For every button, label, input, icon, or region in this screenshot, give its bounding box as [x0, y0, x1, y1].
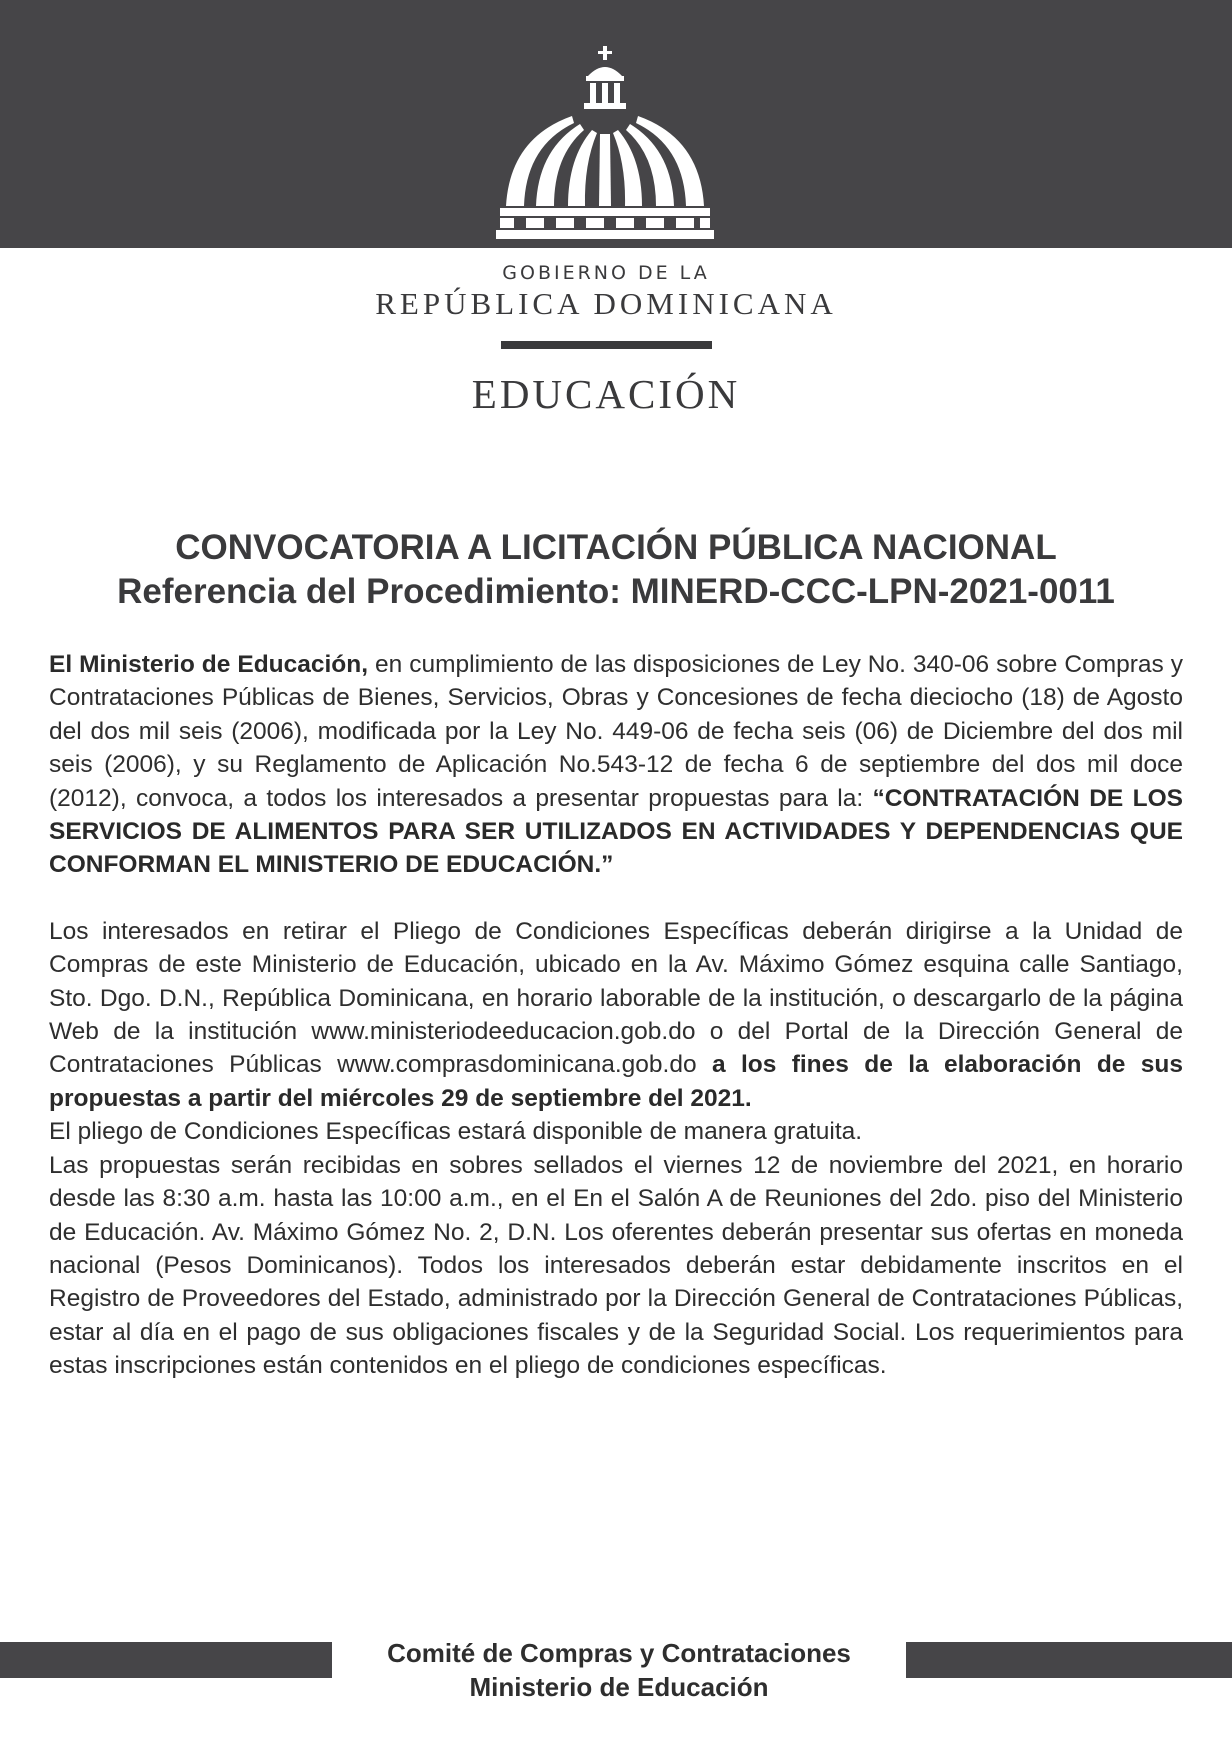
country-name: REPÚBLICA DOMINICANA	[375, 286, 837, 321]
paragraph-free: El pliego de Condiciones Específicas estará disponible de manera gratuita.	[49, 1118, 863, 1146]
ministry-name: EDUCACIÓN	[471, 371, 741, 417]
document-body	[49, 648, 1183, 1383]
title-line-1: CONVOCATORIA A LICITACIÓN PÚBLICA NACIONAL	[175, 528, 1057, 567]
retrieval-text: Los interesados en retirar el Pliego de Condiciones Específicas deberán dirigirse a la Unidad de Compras de este Ministerio de Educación, ubicado en la Av. Máximo Gómez esquina calle Santiago, Sto. Dgo. D.N., República Dominicana, en horario laborable de la institución, o descargarlo de la página Web de la institución www.ministeriodeeducacion.gob.do o del Portal de la Dirección General de Contrataciones Públicas www.comprasdominicana.gob.do	[49, 917, 1183, 1079]
government-label: GOBIERNO DE LA	[502, 262, 710, 284]
footer-bar-right	[906, 1642, 1232, 1678]
paragraph-intro	[49, 648, 1183, 882]
document-title	[0, 526, 1232, 614]
footer-ministry: Ministerio de Educación	[469, 1672, 769, 1702]
header-divider	[501, 341, 712, 349]
dome-emblem-icon	[496, 46, 714, 250]
retrieval-bold: a los fines de la elaboración de sus propuestas a partir del miércoles 29 de septiembre del 2021.	[49, 1051, 1184, 1112]
intro-text: en cumplimiento de las disposiciones de Ley No. 340-06 sobre Compras y Contrataciones Públicas de Bienes, Servicios, Obras y Concesiones de fecha dieciocho (18) de Agosto del dos mil seis (2006), modificada por la Ley No. 449-06 de fecha seis (06) de Diciembre del dos mil seis (2006), y su Reglamento de Aplicación No.543-12 de fecha 6 de septiembre del dos mil doce (2012), convoca, a todos los interesados a presentar propuestas para la:	[49, 651, 1183, 812]
footer-signature	[332, 1636, 906, 1704]
contract-object: “CONTRATACIÓN DE LOS SERVICIOS DE ALIMENTOS PARA SER UTILIZADOS EN ACTIVIDADES Y DEPENDENCIAS QUE CONFORMAN EL MINISTERIO DE EDUCACIÓN.”	[49, 784, 1183, 879]
paragraph-submission: Las propuestas serán recibidas en sobres sellados el viernes 12 de noviembre del 2021, en horario desde las 8:30 a.m. hasta las 10:00 a.m., en el En el Salón A de Reuniones del 2do. piso del Ministerio de Educación. Av. Máximo Gómez No. 2, D.N. Los oferentes deberán presentar sus ofertas en moneda nacional (Pesos Dominicanos). Todos los interesados deberán estar debidamente inscritos en el Registro de Proveedores del Estado, administrado por la Dirección General de Contrataciones Públicas, estar al día en el pago de sus obligaciones fiscales y de la Seguridad Social. Los requerimientos para estas inscripciones están contenidos en el pliego de condiciones específicas.	[49, 1151, 1183, 1380]
title-line-2: Referencia del Procedimiento: MINERD-CCC-LPN-2021-0011	[117, 572, 1115, 611]
footer-bar-left	[0, 1642, 332, 1678]
intro-bold-lead: El Ministerio de Educación,	[49, 651, 369, 678]
footer-committee: Comité de Compras y Contrataciones	[387, 1638, 851, 1668]
paragraph-retrieval	[49, 915, 1183, 1115]
